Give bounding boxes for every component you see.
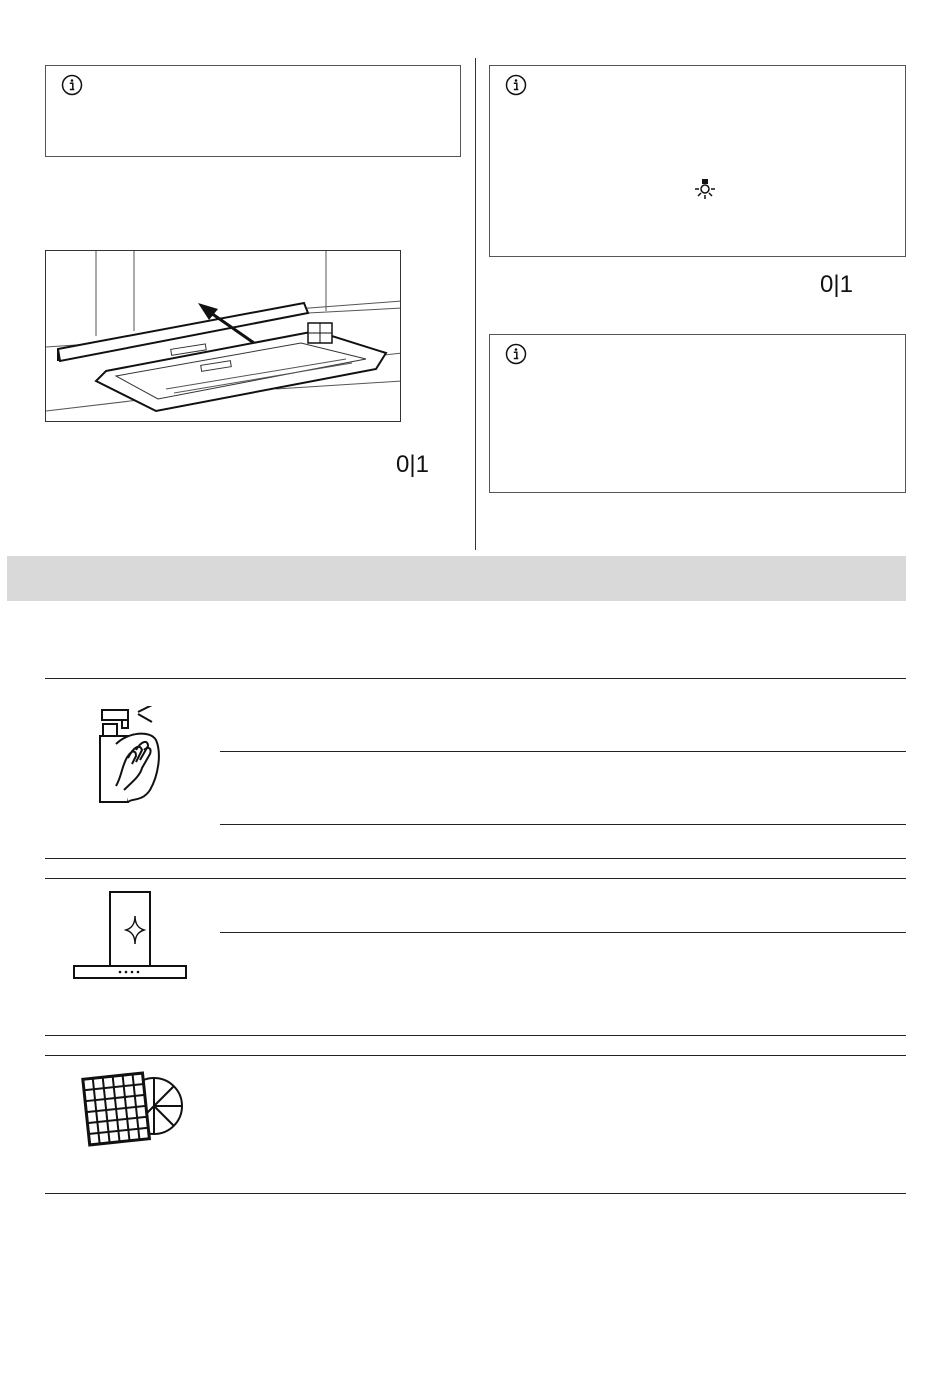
- info-icon: [61, 74, 83, 96]
- table-bottom-rule: [45, 1193, 906, 1194]
- row2-top-rule: [45, 878, 906, 879]
- column-divider: [475, 58, 476, 550]
- row1-sub-rule-2: [220, 824, 906, 825]
- extending-hood-illustration: [46, 251, 401, 422]
- info-icon: [505, 74, 527, 96]
- section-heading-band: [7, 556, 906, 601]
- hood-pull-illustration: [45, 250, 401, 422]
- spray-and-cloth-icon: [88, 706, 168, 806]
- info-box-left: [45, 65, 461, 157]
- light-bulb-icon: [692, 177, 718, 203]
- row1-sub-rule-1: [220, 751, 906, 752]
- on-off-symbol-right: 0|1: [820, 271, 853, 298]
- row2-bottom-rule: [45, 1035, 906, 1036]
- row3-top-rule: [45, 1055, 906, 1056]
- info-box-right-top: [489, 65, 906, 257]
- info-box-right-bottom: [489, 334, 906, 493]
- table-top-rule: [45, 678, 906, 679]
- grease-and-carbon-filter-icon: [78, 1062, 188, 1154]
- hood-sparkle-icon: [72, 890, 188, 982]
- info-icon: [505, 343, 527, 365]
- row2-sub-rule: [220, 932, 906, 933]
- on-off-symbol-left: 0|1: [396, 451, 429, 478]
- row1-bottom-rule: [45, 858, 906, 859]
